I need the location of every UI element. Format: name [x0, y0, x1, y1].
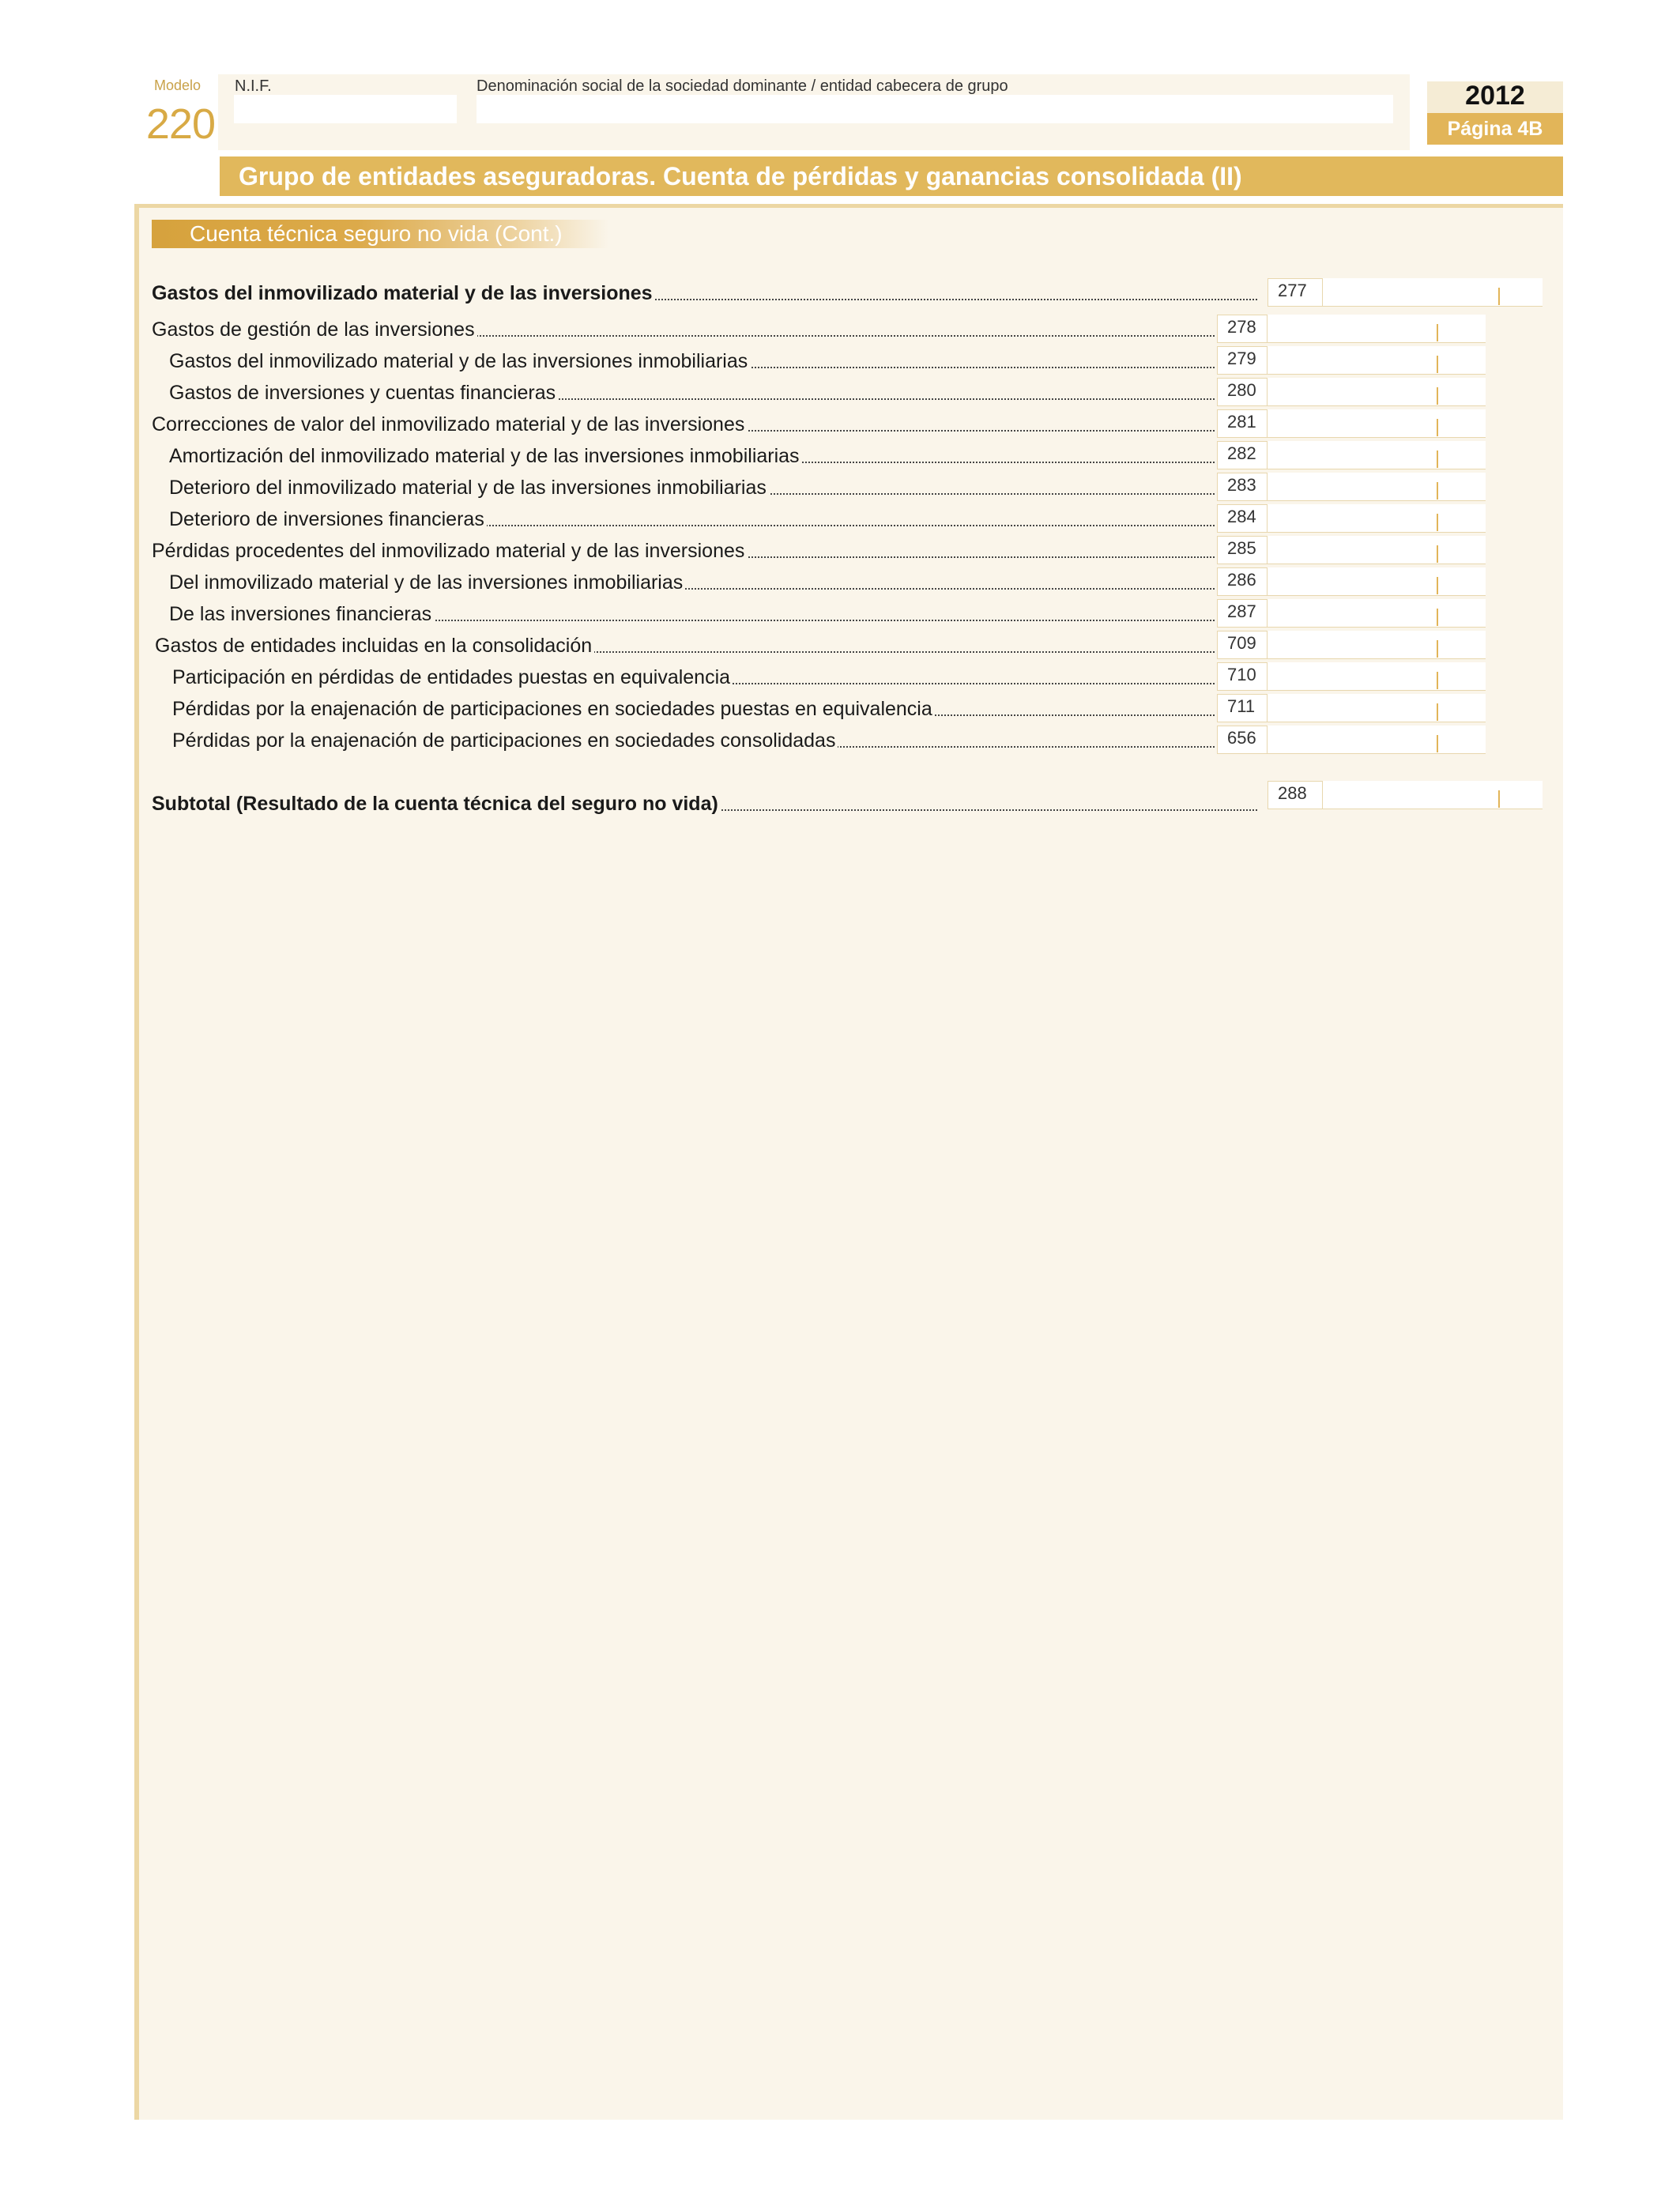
amount-field[interactable] — [1268, 662, 1486, 691]
row-label: Gastos de gestión de las inversiones — [152, 319, 477, 341]
code-box: 288 — [1268, 781, 1323, 809]
row-label: Participación en pérdidas de entidades puestas en equivalencia — [172, 666, 733, 688]
form-row — [152, 726, 1486, 752]
code-box: 277 — [1268, 278, 1323, 307]
form-row — [152, 599, 1486, 626]
form-row — [152, 315, 1486, 341]
amount-field[interactable] — [1268, 631, 1486, 659]
code-box: 280 — [1217, 378, 1268, 406]
code-box: 287 — [1217, 599, 1268, 628]
form-row — [152, 567, 1486, 594]
code-box: 711 — [1217, 694, 1268, 722]
form-row — [152, 346, 1486, 373]
denominacion-label: Denominación social de la sociedad dominante / entidad cabecera de grupo — [477, 77, 1008, 95]
code-box: 656 — [1217, 726, 1268, 754]
form-row — [152, 278, 1543, 305]
subtotal-label: Subtotal (Resultado de la cuenta técnica del seguro no vida) — [152, 793, 721, 815]
subtotal-amount-field[interactable] — [1323, 781, 1543, 809]
row-label: Deterioro de inversiones financieras — [169, 508, 487, 530]
row-label: Gastos del inmovilizado material y de las inversiones — [152, 282, 655, 304]
row-label: Deterioro del inmovilizado material y de las inversiones inmobiliarias — [169, 477, 769, 499]
amount-field[interactable] — [1268, 378, 1486, 406]
code-box: 281 — [1217, 409, 1268, 438]
row-label: Del inmovilizado material y de las inversiones inmobiliarias — [169, 571, 685, 594]
form-row — [152, 409, 1486, 436]
subtotal-row — [152, 781, 1543, 815]
code-box: 286 — [1217, 567, 1268, 596]
nif-label: N.I.F. — [235, 77, 272, 95]
nif-field[interactable] — [234, 95, 457, 123]
year-label: 2012 — [1465, 81, 1525, 111]
form-row — [152, 473, 1486, 499]
row-label: Gastos de inversiones y cuentas financieras — [169, 382, 558, 404]
page-title: Grupo de entidades aseguradoras. Cuenta de pérdidas y ganancias consolidada (II) — [220, 156, 1563, 196]
row-label: De las inversiones financieras — [169, 603, 434, 625]
row-label: Pérdidas por la enajenación de participaciones en sociedades puestas en equivalencia — [172, 698, 935, 720]
row-label: Gastos del inmovilizado material y de las inversiones inmobiliarias — [169, 350, 750, 372]
code-box: 278 — [1217, 315, 1268, 343]
modelo-number: 220 — [145, 100, 215, 148]
form-row — [152, 378, 1486, 405]
row-label: Gastos de entidades incluidas en la consolidación — [155, 635, 594, 657]
code-box: 279 — [1217, 346, 1268, 375]
modelo-label: Modelo — [153, 77, 201, 93]
form-row — [152, 662, 1486, 689]
amount-field[interactable] — [1268, 726, 1486, 754]
form-row — [152, 694, 1486, 721]
code-box: 282 — [1217, 441, 1268, 469]
amount-field[interactable] — [1268, 694, 1486, 722]
row-label: Pérdidas por la enajenación de participaciones en sociedades consolidadas — [172, 729, 838, 752]
amount-field[interactable] — [1268, 441, 1486, 469]
row-label: Amortización del inmovilizado material y de las inversiones inmobiliarias — [169, 445, 802, 467]
amount-field[interactable] — [1268, 409, 1486, 438]
code-box: 710 — [1217, 662, 1268, 691]
code-box: 285 — [1217, 536, 1268, 564]
form-row — [152, 536, 1486, 563]
code-box: 284 — [1217, 504, 1268, 533]
form-row — [152, 441, 1486, 468]
row-label: Pérdidas procedentes del inmovilizado material y de las inversiones — [152, 540, 747, 562]
amount-field[interactable] — [1268, 504, 1486, 533]
amount-field[interactable] — [1268, 315, 1486, 343]
amount-field[interactable] — [1268, 346, 1486, 375]
section-heading: Cuenta técnica seguro no vida (Cont.) — [152, 220, 608, 248]
amount-field[interactable] — [1268, 536, 1486, 564]
form-row — [152, 504, 1486, 531]
denominacion-field[interactable] — [477, 95, 1393, 123]
amount-field[interactable] — [1323, 278, 1543, 307]
page-badge: Página 4B — [1427, 113, 1563, 145]
code-box: 709 — [1217, 631, 1268, 659]
form-row — [152, 631, 1486, 658]
amount-field[interactable] — [1268, 567, 1486, 596]
amount-field[interactable] — [1268, 599, 1486, 628]
amount-field[interactable] — [1268, 473, 1486, 501]
code-box: 283 — [1217, 473, 1268, 501]
row-label: Correcciones de valor del inmovilizado material y de las inversiones — [152, 413, 747, 435]
